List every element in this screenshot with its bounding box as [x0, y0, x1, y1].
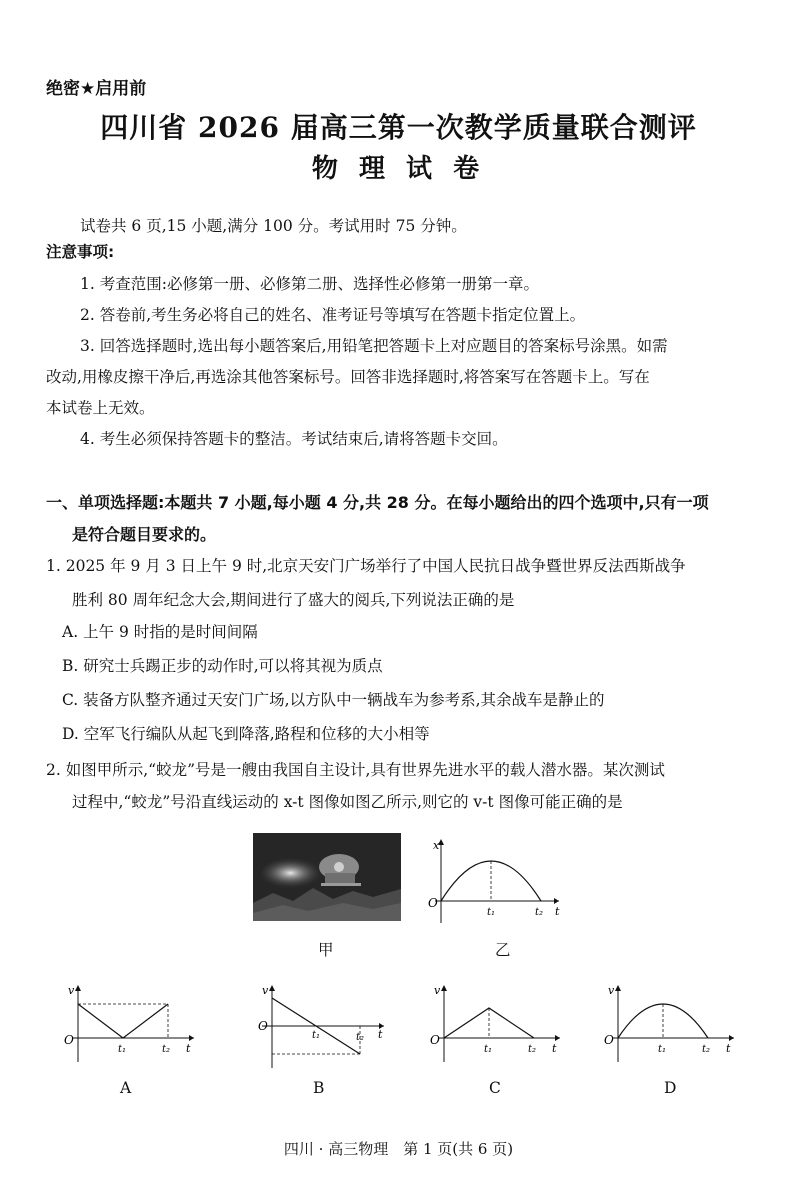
t2-label: t₂: [356, 1032, 365, 1043]
exam-subtitle: 物 理 试 卷: [311, 154, 486, 184]
option-d-graph: [600, 982, 740, 1072]
figure-jia-label: 甲: [318, 941, 334, 959]
axis-t-label: t: [552, 1042, 557, 1055]
xt-graph: [425, 835, 565, 927]
section-heading-cont: 是符合题目要求的。: [72, 525, 217, 544]
notice-item: 1. 考查范围:必修第一册、必修第二册、选择性必修第一册第一章。: [80, 275, 539, 293]
t1-label: t₁: [312, 1030, 321, 1041]
notice-item: 4. 考生必须保持答题卡的整洁。考试结束后,请将答题卡交回。: [80, 430, 508, 448]
axis-t-label: t: [378, 1028, 383, 1041]
origin-label: O: [428, 896, 438, 910]
axis-x-label: x: [433, 839, 440, 852]
axis-t-label: t: [186, 1042, 191, 1055]
question-1-option-b: B. 研究士兵踢正步的动作时,可以将其视为质点: [62, 657, 383, 675]
t1-label: t₁: [484, 1044, 493, 1055]
submersible-photo: [253, 833, 401, 921]
option-a-label: A: [120, 1079, 132, 1097]
axis-v-label: v: [68, 984, 75, 997]
option-b-graph: [250, 982, 390, 1072]
notice-item: 本试卷上无效。: [46, 399, 155, 417]
t2-label: t₂: [535, 907, 544, 918]
t1-label: t₁: [487, 907, 496, 918]
origin-label: O: [430, 1033, 440, 1047]
question-1-option-a: A. 上午 9 时指的是时间间隔: [62, 623, 258, 641]
option-c-graph: [426, 982, 566, 1072]
option-c-label: C: [489, 1079, 501, 1097]
t1-label: t₁: [658, 1044, 667, 1055]
axis-t-label: t: [555, 905, 560, 918]
question-1-option-c: C. 装备方队整齐通过天安门广场,以方队中一辆战车为参考系,其余战车是静止的: [62, 691, 605, 709]
option-a-graph: [60, 982, 200, 1072]
axis-v-label: v: [608, 984, 615, 997]
notice-item: 改动,用橡皮擦干净后,再选涂其他答案标号。回答非选择题时,将答案写在答题卡上。写在: [46, 368, 650, 386]
question-1-option-d: D. 空军飞行编队从起飞到降落,路程和位移的大小相等: [62, 725, 430, 743]
origin-label: O: [604, 1033, 614, 1047]
question-1-stem-cont: 胜利 80 周年纪念大会,期间进行了盛大的阅兵,下列说法正确的是: [72, 591, 515, 609]
option-b-label: B: [313, 1079, 325, 1097]
notice-heading: 注意事项:: [46, 243, 115, 261]
axis-t-label: t: [726, 1042, 731, 1055]
intro-text: 试卷共 6 页,15 小题,满分 100 分。考试用时 75 分钟。: [80, 217, 467, 235]
figure-yi-label: 乙: [495, 941, 511, 959]
option-d-label: D: [664, 1079, 677, 1097]
confidential-label: 绝密★启用前: [46, 79, 147, 99]
origin-label: O: [258, 1019, 268, 1033]
notice-item: 2. 答卷前,考生务必将自己的姓名、准考证号等填写在答题卡指定位置上。: [80, 306, 586, 324]
page-footer: 四川 · 高三物理 第 1 页(共 6 页): [283, 1140, 514, 1158]
axis-v-label: v: [262, 984, 269, 997]
axis-v-label: v: [434, 984, 441, 997]
notice-item: 3. 回答选择题时,选出每小题答案后,用铅笔把答题卡上对应题目的答案标号涂黑。如需: [80, 337, 668, 355]
t2-label: t₂: [162, 1044, 171, 1055]
exam-title: 四川省 2026 届高三第一次教学质量联合测评: [100, 111, 697, 144]
question-1-stem: 1. 2025 年 9 月 3 日上午 9 时,北京天安门广场举行了中国人民抗日战争暨世界反法西斯战争: [46, 557, 686, 575]
t2-label: t₂: [528, 1044, 537, 1055]
t1-label: t₁: [118, 1044, 127, 1055]
origin-label: O: [64, 1033, 74, 1047]
question-2-stem: 2. 如图甲所示,“蛟龙”号是一艘由我国自主设计,具有世界先进水平的载人潜水器。某次测试: [46, 761, 665, 779]
t2-label: t₂: [702, 1044, 711, 1055]
section-heading: 一、单项选择题:本题共 7 小题,每小题 4 分,共 28 分。在每小题给出的四个选项中,只有一项: [46, 493, 709, 512]
question-2-stem-cont: 过程中,“蛟龙”号沿直线运动的 x-t 图像如图乙所示,则它的 v-t 图像可能正确的是: [72, 793, 623, 811]
